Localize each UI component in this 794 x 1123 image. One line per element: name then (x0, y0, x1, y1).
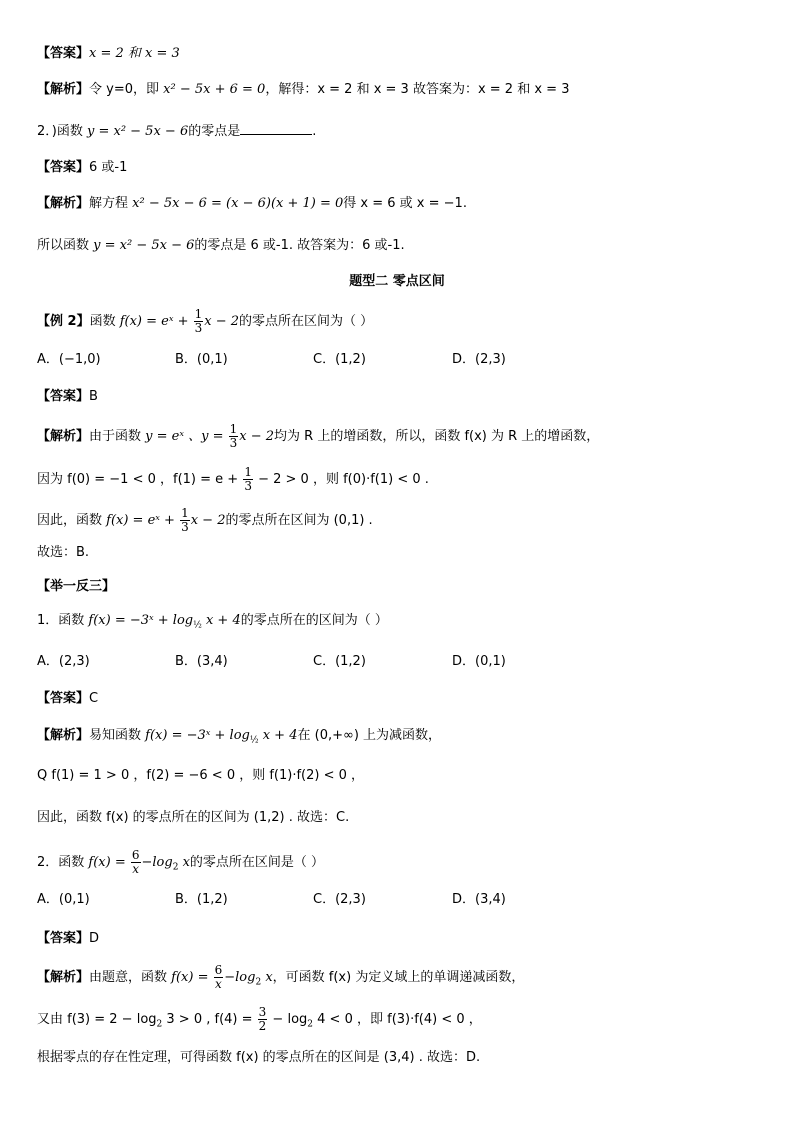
functions-b: x − 2 (239, 429, 275, 444)
function-part-c: x (178, 855, 190, 870)
analysis-text-d: 4 < 0 ，即 f(3)·f(4) < 0 ， (313, 1012, 482, 1027)
answer-text: 6 或-1 (89, 160, 128, 175)
question-text-b: 的零点所在区间为（ ） (239, 314, 374, 329)
analysis-line-1 (37, 80, 569, 100)
log-base: ½ (193, 620, 202, 631)
question-text-a: 1．函数 (37, 613, 89, 628)
practice-heading (37, 577, 115, 597)
log-base: ½ (249, 735, 259, 746)
option-b: B．(3,4) (175, 654, 228, 669)
function-part-a: f(x) = −3ˣ + log (88, 613, 194, 628)
fraction-one-third: $\frac{1}{3}$ (194, 307, 203, 335)
question-number: 2．)函数 (37, 124, 87, 139)
analysis-text-b: ，解得：x = 2 和 x = 3 故答案为：x = 2 和 x = 3 (265, 82, 570, 97)
question-text-b: 的零点所在区间是（ ） (189, 855, 325, 870)
log-base: 2 (307, 1019, 314, 1030)
fraction-six-over-x: $\frac{6}{x}$ (214, 963, 223, 991)
analysis-text-b: ，可函数 f(x) 为定义域上的单调递减函数， (272, 970, 525, 985)
function-part-b: x + 4 (258, 728, 298, 743)
answer-blank (240, 121, 312, 135)
answer-line-ex2 (37, 387, 98, 407)
option-c: C．(2,3) (313, 892, 366, 907)
fraction-six-over-x: $\frac{6}{x}$ (131, 848, 140, 876)
conclusion-line-2 (37, 236, 405, 256)
function-part-a: f(x) = −3ˣ + log (145, 728, 250, 743)
fraction-three-halves: $\frac{3}{2}$ (258, 1005, 267, 1033)
function-part-a: f(x) = eˣ + (106, 513, 180, 528)
function-part-a: f(x) = eˣ + (119, 314, 193, 329)
analysis-line-ex2-2 (37, 466, 429, 493)
question-text-a: 函数 (89, 314, 120, 329)
analysis-text-c: − log (268, 1012, 308, 1027)
option-a: A．(2,3) (37, 654, 90, 669)
functions-a: y = eˣ 、y = (145, 429, 228, 444)
option-c: C．(1,2) (313, 654, 366, 669)
analysis-text-b: 的零点所在区间为 (0,1) . (225, 513, 373, 528)
answer-line-p2 (37, 929, 99, 949)
question-text-a: 2．函数 (37, 855, 89, 870)
answer-line-p1 (37, 689, 98, 709)
function-part-c: x (261, 970, 273, 985)
option-b: B．(0,1) (175, 352, 228, 367)
function-part-b: x − 2 (204, 314, 240, 329)
practice-1-question (37, 611, 388, 631)
analysis-text-a: 易知函数 (89, 728, 146, 743)
option-a: A．(0,1) (37, 892, 90, 907)
analysis-text-a: 由题意，函数 (89, 970, 172, 985)
example-label: 【例 2】 (37, 314, 90, 329)
analysis-label: 【解析】 (37, 970, 90, 985)
answer-label: 【答案】 (37, 46, 90, 61)
answer-text: D (89, 931, 100, 946)
analysis-text: 因为 f(0) = −1 < 0 ，f(1) = e + (37, 472, 243, 487)
function-part-a: f(x) = (171, 970, 213, 985)
analysis-line-p1 (37, 726, 441, 746)
answer-label: 【答案】 (37, 160, 90, 175)
option-d: D．(0,1) (452, 654, 506, 669)
analysis-label: 【解析】 (37, 196, 90, 211)
answer-label: 【答案】 (37, 691, 90, 706)
analysis-text-a: 由于函数 (89, 429, 146, 444)
analysis-line-ex2-3 (37, 507, 373, 534)
analysis-text-b: − 2 > 0 ，则 f(0)·f(1) < 0 . (253, 472, 429, 487)
analysis-text-a: 又由 f(3) = 2 − log (37, 1012, 157, 1027)
conclusion-text-a: 所以函数 (37, 238, 94, 253)
analysis-line-2 (37, 194, 467, 214)
analysis-line-p1-3: 因此，函数 f(x) 的零点所在的区间为 (1,2) . 故选：C. (37, 810, 350, 825)
function-expression: y = x² − 5x − 6 (93, 238, 195, 253)
answer-text: C (89, 691, 99, 706)
function-part-b: x − 2 (190, 513, 226, 528)
practice-2-question (37, 849, 324, 876)
function-part-a: f(x) = (88, 855, 130, 870)
analysis-text-b: 得 x = 6 或 x = −1. (343, 196, 467, 211)
analysis-text-a: 令 y=0，即 (89, 82, 164, 97)
equation: x² − 5x + 6 = 0 (163, 82, 266, 97)
question-2: 2．)函数 y = x² − 5x − 6的零点是 . (37, 121, 316, 142)
answer-label: 【答案】 (37, 389, 90, 404)
option-c: C．(1,2) (313, 352, 366, 367)
option-d: D．(3,4) (452, 892, 506, 907)
option-d: D．(2,3) (452, 352, 506, 367)
conclusion-text-b: 的零点是 6 或-1. 故答案为：6 或-1. (194, 238, 405, 253)
analysis-text-a: 解方程 (89, 196, 133, 211)
fraction-one-third: $\frac{1}{3}$ (181, 506, 189, 534)
question-text-b: 的零点所在的区间为（ ） (240, 613, 388, 628)
answer-text: x = 2 和 x = 3 (89, 46, 180, 61)
function-part-b: x + 4 (201, 613, 241, 628)
question-tail: 的零点是 (188, 124, 241, 139)
analysis-line-p1-2: Q f(1) = 1 > 0 ，f(2) = −6 < 0 ，则 f(1)·f(2) < 0 ， (37, 768, 365, 783)
answer-line-1 (37, 44, 180, 64)
practice-label: 【举一反三】 (37, 579, 116, 594)
analysis-line-p2 (37, 964, 524, 991)
analysis-text-b: 3 > 0 , f(4) = (162, 1012, 257, 1027)
analysis-text-b: 在 (0,+∞) 上为减函数， (297, 728, 442, 743)
function-expression: y = x² − 5x − 6 (86, 124, 189, 139)
option-a: A．(−1,0) (37, 352, 101, 367)
analysis-line-p2-3: 根据零点的存在性定理，可得函数 f(x) 的零点所在的区间是 (3,4) . 故选：D. (37, 1050, 481, 1065)
fraction-one-third: $\frac{1}{3}$ (229, 422, 238, 450)
function-part-b: −log (224, 970, 256, 985)
section-title: 题型二 零点区间 (349, 274, 445, 289)
log-base: 2 (172, 862, 179, 873)
choice-line-ex2: 故选：B. (37, 545, 90, 560)
analysis-text-a: 因此，函数 (37, 513, 107, 528)
answer-text: B (89, 389, 98, 404)
log-base: 2 (255, 977, 262, 988)
log-base: 2 (156, 1019, 163, 1030)
example-2-question (37, 308, 373, 335)
option-b: B．(1,2) (175, 892, 228, 907)
analysis-line-ex2 (37, 423, 599, 450)
analysis-label: 【解析】 (37, 82, 90, 97)
analysis-label: 【解析】 (37, 728, 90, 743)
analysis-label: 【解析】 (37, 429, 90, 444)
answer-label: 【答案】 (37, 931, 90, 946)
answer-line-2 (37, 158, 127, 178)
function-part-b: −log (141, 855, 173, 870)
fraction-one-third: $\frac{1}{3}$ (244, 465, 252, 493)
analysis-line-p2-2 (37, 1006, 482, 1033)
analysis-text-b: 均为 R 上的增函数，所以，函数 f(x) 为 R 上的增函数， (274, 429, 600, 444)
factor-equation: x² − 5x − 6 = (x − 6)(x + 1) = 0 (132, 196, 344, 211)
